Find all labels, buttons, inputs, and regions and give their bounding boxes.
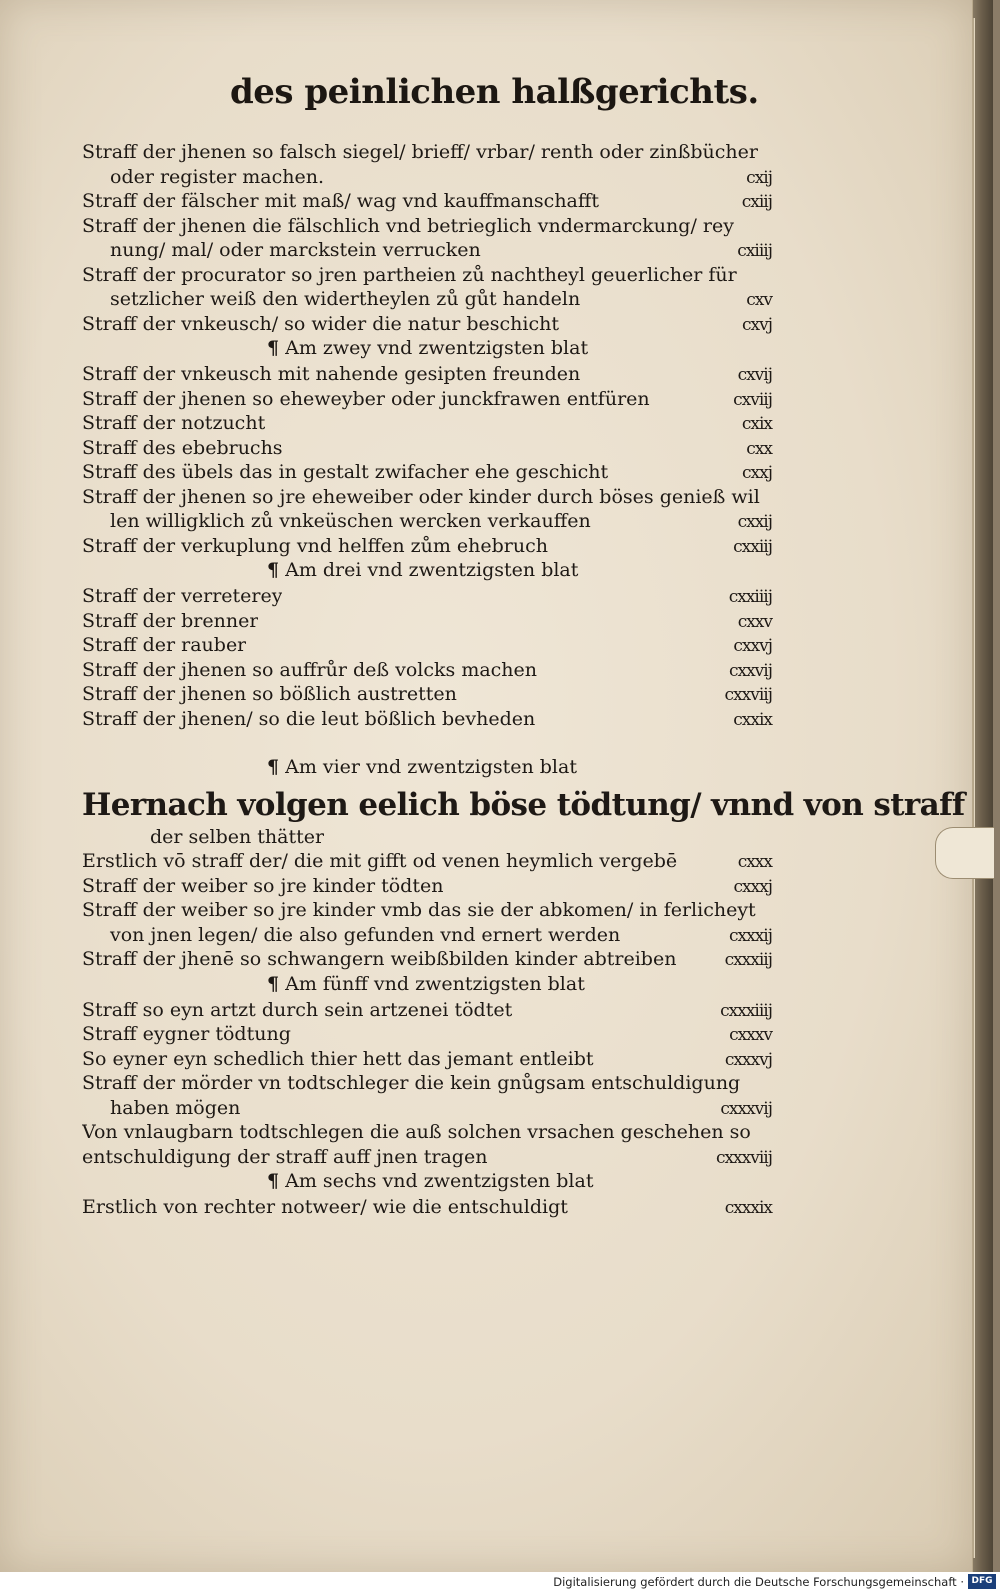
pilcrow-mark: ¶ (267, 559, 280, 581)
index-entry (82, 214, 772, 239)
entry-number: cxxiij (733, 536, 772, 557)
entry-text: Straff der vnkeusch/ so wider die natur beschicht (82, 312, 559, 335)
index-entry (82, 1071, 772, 1096)
entry-text: Erstlich von rechter notweer/ wie die entschuldigt (82, 1196, 568, 1218)
section-heading: ¶ Am sechs vnd zwentzigsten blat (267, 1170, 594, 1192)
entry-number: cxxiiij (728, 587, 772, 607)
entry-number: cxv (746, 290, 772, 310)
index-entry (82, 189, 772, 214)
pilcrow-mark: ¶ (267, 337, 280, 359)
entry-text: Straff der jhenen so auffrůr deß volcks machen (82, 658, 538, 681)
index-entry (82, 874, 772, 899)
entry-text: Straff der notzucht (82, 412, 266, 434)
entry-number: cxxxv (729, 1025, 772, 1045)
entry-number: cxvj (742, 314, 772, 335)
entry-text: Straff der jhenē so schwangern weibßbilden kinder abtreiben (82, 948, 677, 970)
index-entry (82, 998, 772, 1023)
entry-text: Erstlich vō straff der/ die mit gifft od venen heymlich vergebē (82, 850, 678, 872)
index-entry (82, 411, 772, 436)
entry-text: Straff eygner tödtung (82, 1023, 291, 1045)
section-heading: ¶ Am fünff vnd zwentzigsten blat (267, 972, 585, 995)
entry-number: cxxxij (729, 925, 772, 946)
main-heading: Hernach volgen eelich böse tödtung/ vnnd von straff (82, 787, 965, 823)
footer-text: Digitalisierung gefördert durch die Deutsche Forschungsgemeinschaft · (553, 1575, 964, 1589)
entry-number: cxxxj (733, 876, 772, 897)
index-entry (82, 898, 772, 923)
index-entry (82, 238, 772, 263)
index-entry (82, 509, 772, 534)
entry-number: cxix (741, 414, 772, 434)
entry-number: cxx (746, 438, 772, 459)
entry-number: cxxvij (728, 660, 772, 681)
entry-number: cxxxviij (715, 1147, 772, 1168)
pilcrow-mark: ¶ (267, 972, 280, 995)
entry-text: Straff der jhenen/ so die leut bößlich bevheden (82, 707, 536, 730)
index-part-2 (82, 849, 772, 1220)
index-entry (82, 1145, 772, 1170)
pilcrow-mark: ¶ (267, 1170, 280, 1192)
entry-text: Straff der verreterey (82, 585, 283, 607)
entry-number: cxvij (737, 365, 772, 385)
entry-text: haben mögen (110, 1096, 241, 1119)
entry-number: cxxij (737, 512, 772, 532)
index-entry (82, 460, 772, 485)
entry-text: Straff des übels das in gestalt zwifacher ehe geschicht (82, 461, 609, 483)
section-heading: ¶ Am drei vnd zwentzigsten blat (267, 559, 579, 581)
entry-number: cxviij (733, 389, 772, 410)
entry-number: cxxj (742, 463, 772, 483)
entry-text: Straff der mörder vn todtschleger die kein gnůgsam entschuldigung (82, 1072, 741, 1094)
index-entry (82, 682, 772, 707)
entry-text: Straff der procurator so jren partheien zů nachtheyl geuerlicher für (82, 263, 737, 286)
index-entry (82, 584, 772, 609)
index-entry (82, 140, 772, 165)
entry-number: cxxviij (724, 685, 772, 705)
entry-text: Straff des ebebruchs (82, 436, 283, 459)
entry-text: von jnen legen/ die also gefunden vnd ernert werden (110, 923, 621, 946)
index-entry (82, 287, 772, 312)
entry-text: Straff der weiber so jre kinder vmb das sie der abkomen/ in ferlicheyt (82, 899, 756, 921)
entry-number: cxxxiij (724, 950, 772, 970)
index-entry (82, 609, 772, 634)
index-entry (82, 534, 772, 559)
entry-number: cxiiij (737, 241, 772, 261)
entry-text: len willigklich zů vnkeüschen wercken verkauffen (110, 510, 591, 532)
index-entry (82, 1022, 772, 1047)
index-entry (82, 947, 772, 972)
entry-number: cxxvj (733, 636, 772, 656)
section-heading: ¶ Am zwey vnd zwentzigsten blat (267, 337, 589, 359)
index-entry (82, 263, 772, 288)
entry-text: Straff der rauber (82, 634, 247, 656)
index-entry (82, 1120, 772, 1145)
entry-text: Straff der fälscher mit maß/ wag vnd kauffmanschafft (82, 190, 600, 212)
entry-text: setzlicher weiß den widertheylen zů gůt handeln (110, 288, 581, 310)
index-entry (82, 633, 772, 658)
index-entry (82, 1047, 772, 1072)
entry-text: entschuldigung der straff auff jnen tragen (82, 1145, 488, 1168)
main-heading-sub: der selben thätter (150, 826, 325, 848)
index-entry (82, 436, 772, 461)
entry-number: cxxxvj (724, 1049, 772, 1070)
entry-number: cxxxvij (720, 1098, 772, 1119)
entry-text: Straff der brenner (82, 609, 259, 632)
entry-text: So eyner eyn schedlich thier hett das jemant entleibt (82, 1047, 594, 1070)
index-entry (82, 923, 772, 948)
bookmark-tab (935, 827, 994, 879)
entry-number: cxxv (737, 611, 772, 632)
dfg-logo: DFG (968, 1574, 996, 1589)
entry-text: Straff der vnkeusch mit nahende gesipten freunden (82, 363, 581, 385)
entry-text: Straff der jhenen die fälschlich vnd betrieglich vndermarckung/ rey (82, 214, 734, 237)
index-entry (82, 165, 772, 190)
index-entry (82, 658, 772, 683)
entry-text: Straff der jhenen so eheweyber oder junckfrawen entfüren (82, 387, 650, 410)
entry-text: Straff der jhenen so bößlich austretten (82, 683, 457, 705)
entry-text: Straff der jhenen so jre eheweiber oder kinder durch böses genieß wil (82, 485, 760, 508)
pilcrow-mark: ¶ (267, 756, 280, 778)
entry-number: cxxix (733, 709, 772, 730)
index-entry (82, 362, 772, 387)
spacer (82, 731, 772, 755)
entry-number: cxxxix (724, 1198, 772, 1218)
entry-number: cxxx (737, 852, 772, 872)
index-entry (82, 849, 772, 874)
entry-text: Straff der jhenen so falsch siegel/ brieff/ vrbar/ renth oder zinßbücher (82, 141, 758, 163)
footer-bar (0, 1572, 1000, 1592)
index-content (82, 140, 965, 1220)
index-part-1 (82, 140, 772, 731)
index-entry (82, 312, 772, 337)
section-heading: ¶ Am vier vnd zwentzigsten blat (267, 756, 577, 778)
index-entry (82, 1195, 772, 1220)
index-entry (82, 485, 772, 510)
entry-number: cxij (746, 167, 772, 188)
entry-text: nung/ mal/ oder marckstein verrucken (110, 239, 481, 261)
entry-text: Von vnlaugbarn todtschlegen die auß solchen vrsachen geschehen so (82, 1121, 751, 1143)
entry-text: oder register machen. (110, 165, 325, 188)
entry-text: Straff der verkuplung vnd helffen zům ehebruch (82, 534, 548, 557)
index-entry (82, 387, 772, 412)
entry-text: Straff der weiber so jre kinder tödten (82, 874, 444, 897)
page-header: des peinlichen halßgerichts. (230, 72, 759, 112)
entry-number: cxxxiiij (720, 1000, 772, 1021)
index-entry (82, 1096, 772, 1121)
entry-number: cxiij (741, 192, 772, 212)
entry-text: Straff so eyn artzt durch sein artzenei tödtet (82, 998, 513, 1021)
index-entry (82, 707, 772, 732)
